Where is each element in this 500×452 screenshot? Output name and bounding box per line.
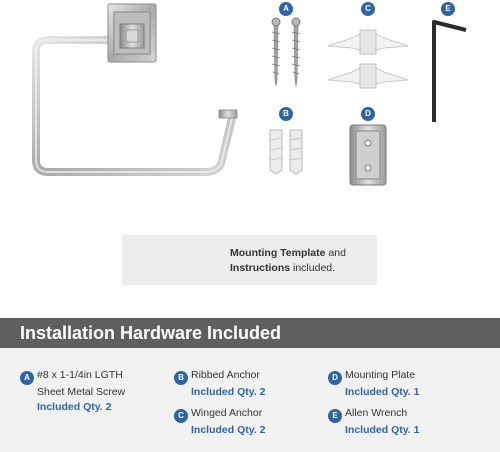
hardware-badge-d: D — [328, 371, 342, 385]
hardware-qty-e: Included Qty. 1 — [345, 424, 420, 436]
template-text-1: and — [325, 247, 346, 259]
allen-wrench-icon — [434, 22, 466, 122]
mounting-template-text — [230, 246, 380, 276]
hardware-name-b: Ribbed Anchor — [191, 369, 260, 381]
badge-c: C — [361, 2, 375, 16]
hardware-qty-b: Included Qty. 2 — [191, 386, 266, 398]
hardware-item-e — [328, 406, 478, 438]
screw-icon — [272, 18, 300, 86]
badge-b: B — [279, 107, 293, 121]
towel-ring-image — [36, 4, 237, 172]
hardware-item-c — [174, 406, 324, 438]
hardware-qty-d: Included Qty. 1 — [345, 386, 420, 398]
template-text-2: included. — [290, 262, 336, 274]
hardware-name-a-line1: #8 x 1-1/4in LGTH — [37, 369, 123, 381]
badge-a: A — [279, 2, 293, 16]
hardware-badge-c: C — [174, 409, 188, 423]
hardware-item-b — [174, 368, 324, 400]
hardware-qty-a: Included Qty. 2 — [37, 400, 112, 413]
template-bold-2: Instructions — [230, 262, 291, 274]
hardware-name-c: Winged Anchor — [191, 407, 263, 419]
hardware-item-d — [328, 368, 478, 400]
ribbed-anchor-icon — [270, 130, 302, 174]
badge-e: E — [441, 2, 455, 16]
template-bold-1: Mounting Template — [230, 247, 326, 259]
hardware-badge-b: B — [174, 371, 188, 385]
hardware-item-a — [20, 368, 170, 414]
winged-anchor-icon — [328, 30, 408, 88]
hardware-list — [0, 348, 500, 452]
hardware-name-a-line2: Sheet Metal Screw — [37, 386, 126, 398]
hardware-badge-a: A — [20, 371, 34, 385]
mounting-plate-icon — [350, 125, 386, 185]
hardware-badge-e: E — [328, 409, 342, 423]
badge-d: D — [361, 107, 375, 121]
hardware-name-d: Mounting Plate — [345, 369, 416, 381]
section-title: Installation Hardware Included — [0, 318, 500, 348]
hardware-name-e: Allen Wrench — [345, 407, 408, 419]
hardware-qty-c: Included Qty. 2 — [191, 424, 266, 436]
